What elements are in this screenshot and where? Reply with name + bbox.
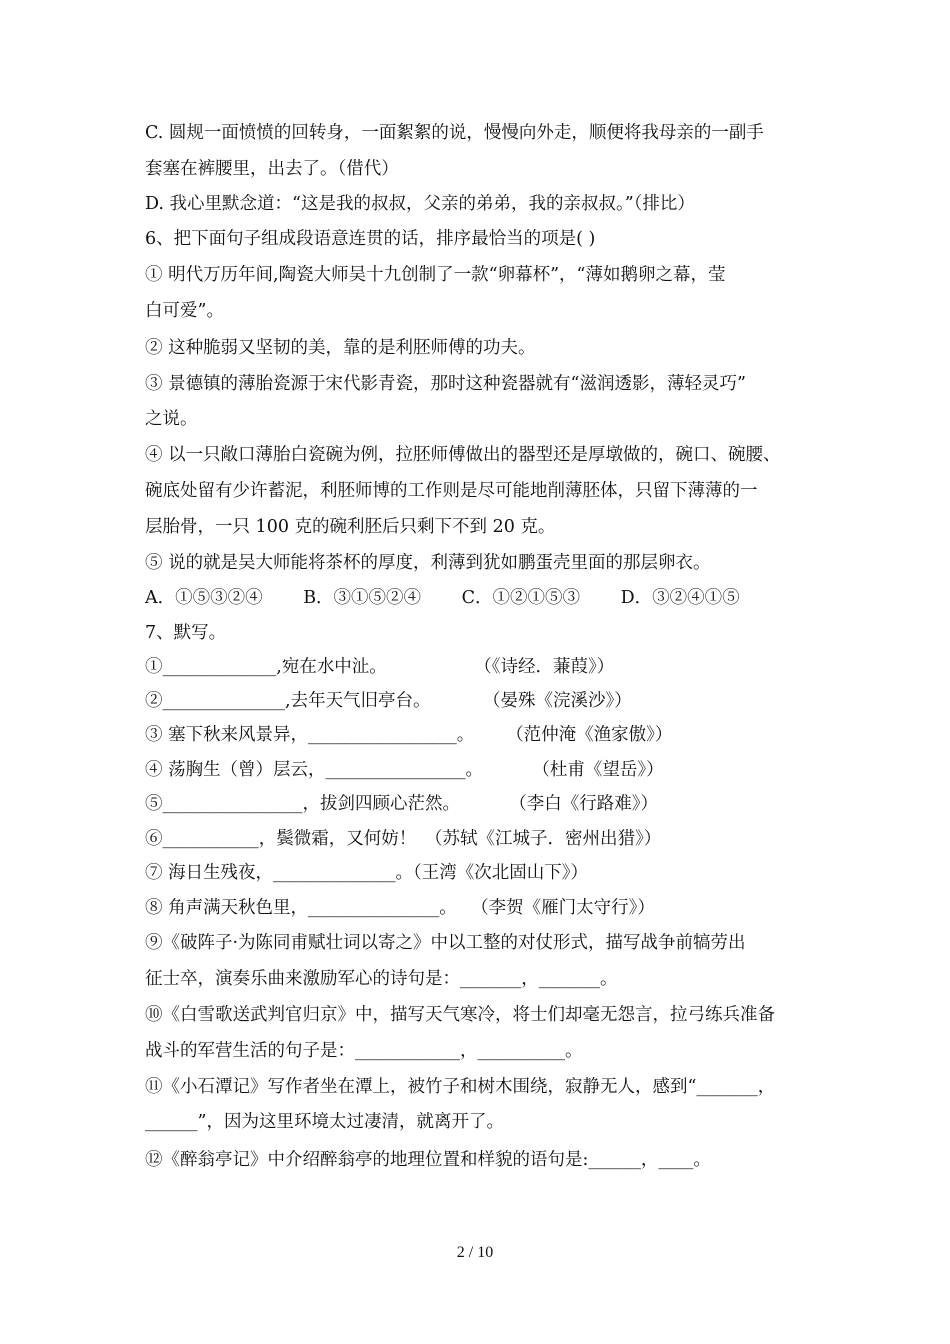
text-line: 之说。 [145, 409, 198, 429]
text-line: ⑫《醉翁亭记》中介绍醉翁亭的地理位置和样貌的语句是:______，____。 [145, 1150, 711, 1170]
fill-blank-line: ⑤________________，拔剑四顾心茫然。 （李白《行路难》） [145, 794, 659, 814]
fill-blank-line: ②______________,去年天气旧亭台。 （晏殊《浣溪沙》） [145, 691, 632, 711]
question-6-title: 6、把下面句子组成段语意连贯的话，排序最恰当的项是( ) [145, 229, 596, 249]
text-line: 战斗的军营生活的句子是：____________，__________。 [145, 1041, 583, 1061]
text-line: ⑨《破阵子·为陈同甫赋壮词以寄之》中以工整的对仗形式，描写战争前犒劳出 [145, 933, 746, 953]
text-line: ① 明代万历年间,陶瓷大师吴十九创制了一款“卵幕杯”，“薄如鹅卵之幕，莹 [145, 265, 726, 285]
text-line: D. 我心里默念道：“这是我的叔叔，父亲的弟弟，我的亲叔叔。”（排比） [145, 194, 695, 214]
fill-blank-line: ③ 塞下秋来风景异，_________________。 （范仲淹《渔家傲》） [145, 725, 673, 745]
text-line: ④ 以一只敞口薄胎白瓷碗为例，拉胚师傅做出的器型还是厚墩做的，碗口、碗腰、 [145, 445, 781, 465]
fill-blank-line: ⑥___________，鬓微霜，又何妨！ （苏轼《江城子．密州出猎》） [145, 829, 662, 849]
fill-blank-line: ⑦ 海日生残夜，______________。（王湾《次北固山下》） [145, 863, 589, 883]
text-line: ⑪《小石潭记》写作者坐在潭上，被竹子和树木围绕，寂静无人，感到“_______， [145, 1077, 776, 1097]
text-line: ③ 景德镇的薄胎瓷源于宋代影青瓷，那时这种瓷器就有“滋润透影，薄轻灵巧” [145, 374, 746, 394]
text-line: ⑤ 说的就是吴大师能将茶杯的厚度，利薄到犹如鹏蛋壳里面的那层卵衣。 [145, 553, 711, 573]
text-line: 套塞在裤腰里，出去了。（借代） [145, 159, 399, 179]
text-line: 白可爱”。 [145, 301, 224, 321]
text-line: 碗底处留有少许蓄泥，利胚师博的工作则是尽可能地削薄胚体，只留下薄薄的一 [145, 481, 758, 501]
fill-blank-line: ④ 荡胸生（曾）层云，________________。 （杜甫《望岳》） [145, 760, 664, 780]
fill-blank-line: ⑧ 角声满天秋色里，_______________。 （李贺《雁门太守行》） [145, 898, 655, 918]
text-line: 层胎骨，一只 100 克的碗利胚后只剩下不到 20 克。 [145, 517, 556, 537]
text-line: ② 这种脆弱又坚韧的美，靠的是利胚师傅的功夫。 [145, 338, 536, 358]
text-line: 征士卒，演奏乐曲来激励军心的诗句是：_______，_______。 [145, 969, 618, 989]
text-line: ⑩《白雪歌送武判官归京》中，描写天气寒冷，将士们却毫无怨言，拉弓练兵准备 [145, 1005, 775, 1025]
text-line: ______”，因为这里环境太过凄清，就离开了。 [145, 1112, 504, 1132]
question-7-title: 7、默写。 [145, 623, 227, 643]
fill-blank-line: ①_____________,宛在水中沚。 （《诗经．蒹葭》） [145, 657, 615, 677]
page-number: 2 / 10 [456, 1244, 494, 1261]
text-line: C. 圆规一面愤愤的回转身，一面絮絮的说，慢慢向外走，顺便将我母亲的一副手 [145, 123, 764, 143]
answer-options: A．①⑤③②④ B．③①⑤②④ C．①②①⑤③ D．③②④①⑤ [145, 588, 740, 608]
